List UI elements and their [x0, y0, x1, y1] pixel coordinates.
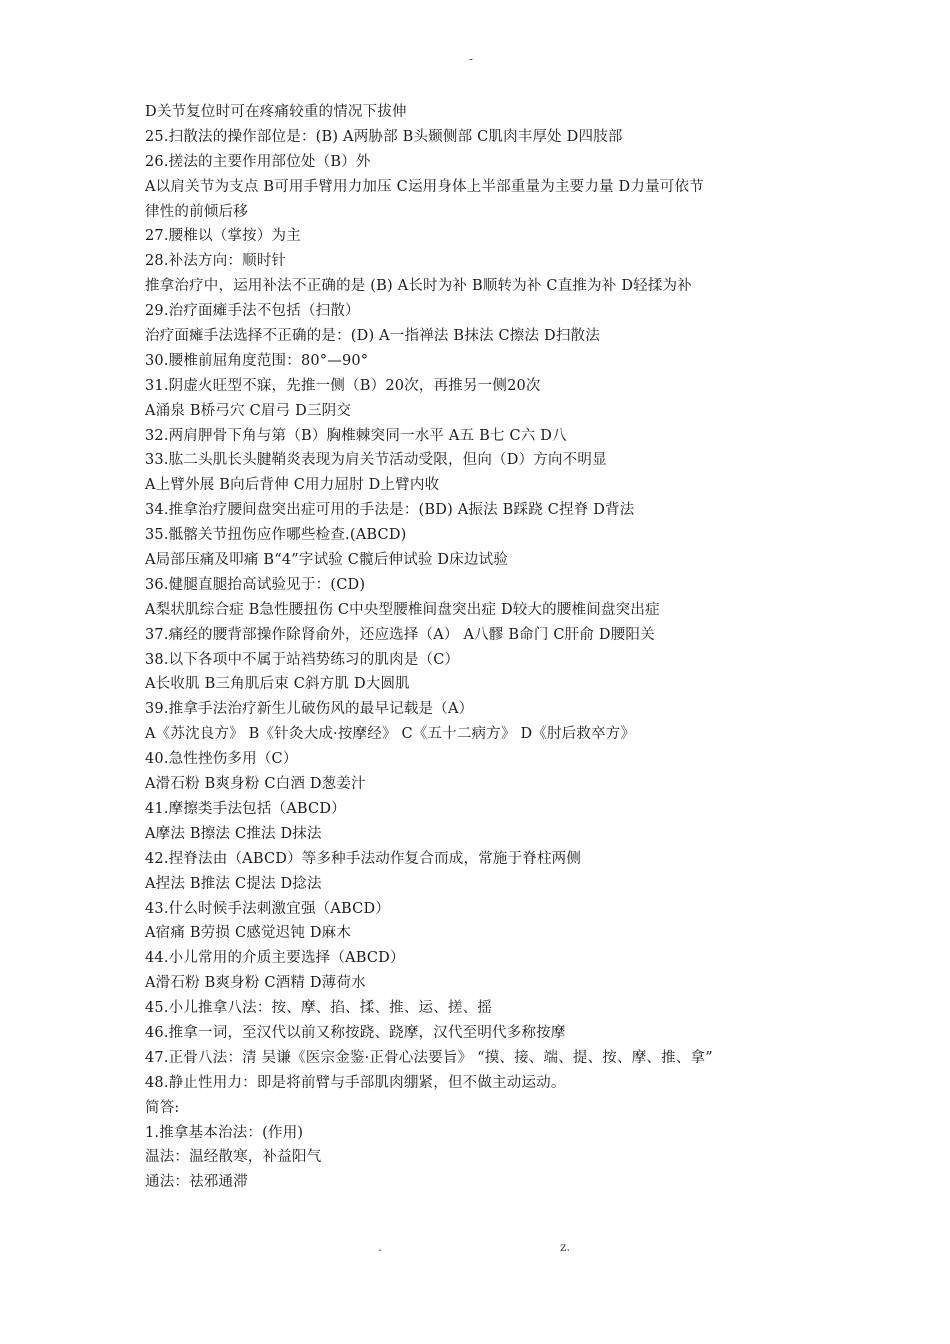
- text-line: A以肩关节为支点 B可用手臂用力加压 C运用身体上半部重量为主要力量 D力量可依节: [145, 178, 704, 195]
- document-body: [145, 100, 825, 1195]
- text-line: 42.捏脊法由（ABCD）等多种手法动作复合而成，常施于脊柱两侧: [145, 850, 582, 867]
- text-line: 35.骶髂关节扭伤应作哪些检查.(ABCD): [145, 527, 407, 544]
- text-line: 推拿治疗中，运用补法不正确的是 (B) A长时为补 B顺转为补 C直推为补 D轻揉为补: [145, 278, 692, 295]
- text-line: 46.推拿一词，至汉代以前又称按跷、跷摩，汉代至明代多称按摩: [145, 1024, 566, 1041]
- text-line: 39.推拿手法治疗新生儿破伤风的最早记载是（A）: [145, 701, 474, 718]
- text-line: 45.小儿推拿八法：按、摩、掐、揉、推、运、搓、摇: [145, 1000, 493, 1017]
- text-line: 36.健腿直腿抬高试验见于：(CD): [145, 576, 366, 593]
- text-line: 29.治疗面瘫手法不包括（扫散）: [145, 303, 360, 320]
- footer-dot: .: [378, 1240, 382, 1254]
- text-line: A梨状肌综合症 B急性腰扭伤 C中央型腰椎间盘突出症 D较大的腰椎间盘突出症: [145, 601, 660, 618]
- text-line: 38.以下各项中不属于站裆势练习的肌肉是（C）: [145, 651, 460, 668]
- text-line: A捏法 B推法 C提法 D捻法: [145, 875, 322, 892]
- text-line: 28.补法方向：顺时针: [145, 253, 287, 270]
- text-line: 41.摩擦类手法包括（ABCD）: [145, 800, 346, 817]
- text-line: 44.小儿常用的介质主要选择（ABCD）: [145, 950, 405, 967]
- text-line: 43.什么时候手法刺激宜强（ABCD）: [145, 900, 390, 917]
- text-line: D关节复位时可在疼痛较重的情况下拔伸: [145, 104, 407, 120]
- text-line: 30.腰椎前屈角度范围：80°—90°: [145, 352, 369, 369]
- text-line: 1.推拿基本治法：(作用): [145, 1124, 304, 1141]
- text-line: A局部压痛及叩痛 B“4”字试验 C髋后伸试验 D床边试验: [145, 552, 509, 569]
- text-line: A上臂外展 B向后背伸 C用力屈肘 D上臂内收: [145, 477, 440, 494]
- text-line: 32.两肩胛骨下角与第（B）胸椎棘突同一水平 A五 B七 C六 D八: [145, 427, 567, 444]
- text-line: 25.扫散法的操作部位是：(B) A两胁部 B头颞侧部 C肌肉丰厚处 D四肢部: [145, 128, 623, 145]
- text-line: A滑石粉 B爽身粉 C酒精 D薄荷水: [145, 975, 366, 992]
- text-line: 通法：祛邪通滞: [145, 1174, 248, 1191]
- text-line: 简答:: [145, 1099, 180, 1116]
- text-line: 48.静止性用力：即是将前臂与手部肌肉绷紧，但不做主动运动。: [145, 1074, 566, 1091]
- text-line: A滑石粉 B爽身粉 C白酒 D葱姜汁: [145, 776, 366, 793]
- text-line: 40.急性挫伤多用（C）: [145, 751, 298, 768]
- text-line: 律性的前倾后移: [145, 203, 248, 220]
- footer-page-mark: z.: [560, 1240, 571, 1254]
- text-line: 37.痛经的腰背部操作除肾俞外，还应选择（A） A八髎 B命门 C肝俞 D腰阳关: [145, 626, 655, 643]
- text-line: A长收肌 B三角肌后束 C斜方肌 D大圆肌: [145, 676, 410, 693]
- text-line: 温法：温经散寒，补益阳气: [145, 1149, 322, 1166]
- text-line: A宿痛 B劳损 C感觉迟钝 D麻木: [145, 925, 352, 942]
- text-line: 治疗面瘫手法选择不正确的是：(D) A一指禅法 B抹法 C擦法 D扫散法: [145, 328, 600, 345]
- text-line: 47.正骨八法：清 吴谦《医宗金鉴·正骨心法要旨》 “摸、接、端、提、按、摩、推、拿”: [145, 1049, 713, 1066]
- text-line: 31.阴虚火旺型不寐，先推一侧（B）20次，再推另一侧20次: [145, 377, 541, 394]
- text-line: A摩法 B擦法 C推法 D抹法: [145, 825, 322, 842]
- text-line: 26.搓法的主要作用部位处（B）外: [145, 153, 371, 170]
- text-line: A《苏沈良方》 B《针灸大成·按摩经》 C《五十二病方》 D《肘后救卒方》: [145, 726, 636, 743]
- text-line: 27.腰椎以（掌按）为主: [145, 228, 301, 245]
- text-line: A涌泉 B桥弓穴 C眉弓 D三阴交: [145, 402, 352, 419]
- page-header-mark: -: [469, 52, 474, 66]
- text-line: 33.肱二头肌长头腱鞘炎表现为肩关节活动受限，但向（D）方向不明显: [145, 452, 607, 469]
- text-line: 34.推拿治疗腰间盘突出症可用的手法是：(BD) A振法 B踩跷 C捏脊 D背法: [145, 502, 635, 519]
